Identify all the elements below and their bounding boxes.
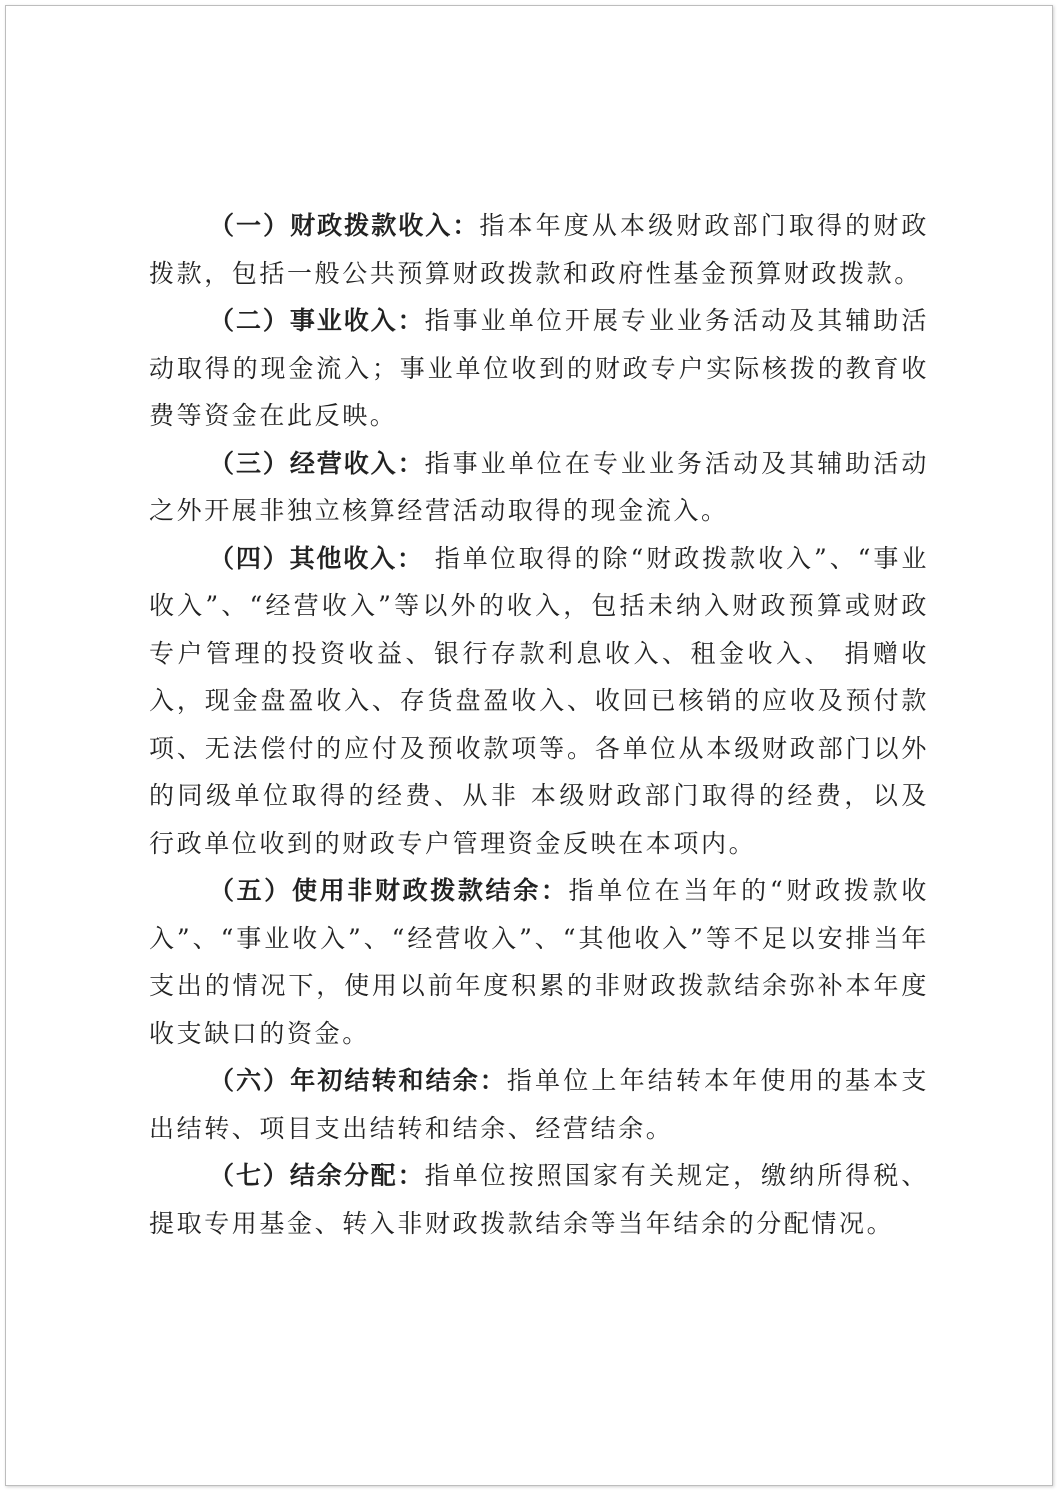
definition-text: 指事业单位在专业业务活动及其辅助活动之外开展非独立核算经营活动取得的现金流入。 <box>149 448 929 525</box>
definition-term: （一）财政拨款收入： <box>209 211 480 240</box>
definition-text: 指单位取得的除“财政拨款收入”、“事业收入”、“经营收入”等以外的收入，包括未纳入财政预算或财政专户管理的投资收益、银行存款利息收入、租金收入、 捐赠收入，现金盘盈收入、存货盘盈收入、收回已核销的应收及预付款项、无法偿付的应付及预收款项等。各单位从本级财政部门以外的同级单位取得的经费、从非 本级财政部门取得的经费，以及行政单位收到的财政专户管理资金反映在本项内。 <box>149 543 929 858</box>
definition-term: （六）年初结转和结余： <box>209 1066 507 1095</box>
definition-paragraph-4 <box>149 535 929 868</box>
definition-paragraph-1 <box>149 202 929 297</box>
definition-text: 指单位按照国家有关规定，缴纳所得税、提取专用基金、转入非财政拨款结余等当年结余的分配情况。 <box>149 1161 929 1238</box>
document-body <box>149 202 929 1247</box>
definition-paragraph-2 <box>149 297 929 440</box>
definition-paragraph-6 <box>149 1057 929 1152</box>
definition-paragraph-7 <box>149 1152 929 1247</box>
definition-term: （四）其他收入： <box>209 543 424 573</box>
definition-paragraph-3 <box>149 440 929 535</box>
document-page <box>5 5 1053 1486</box>
definition-text: 指本年度从本级财政部门取得的财政拨款，包括一般公共预算财政拨款和政府性基金预算财政拨款。 <box>149 211 929 288</box>
definition-text: 指单位在当年的“财政拨款收入”、“事业收入”、“经营收入”、“其他收入”等不足以安排当年支出的情况下，使用以前年度积累的非财政拨款结余弥补本年度收支缺口的资金。 <box>149 876 929 1048</box>
definition-paragraph-5 <box>149 867 929 1057</box>
definition-text: 指单位上年结转本年使用的基本支出结转、项目支出结转和结余、经营结余。 <box>149 1066 929 1143</box>
definition-text: 指事业单位开展专业业务活动及其辅助活动取得的现金流入；事业单位收到的财政专户实际核拨的教育收费等资金在此反映。 <box>149 306 929 430</box>
definition-term: （七）结余分配： <box>209 1161 425 1190</box>
definition-term: （三）经营收入： <box>209 448 425 478</box>
definition-term: （五）使用非财政拨款结余： <box>209 876 569 905</box>
definition-term: （二）事业收入： <box>209 306 425 335</box>
